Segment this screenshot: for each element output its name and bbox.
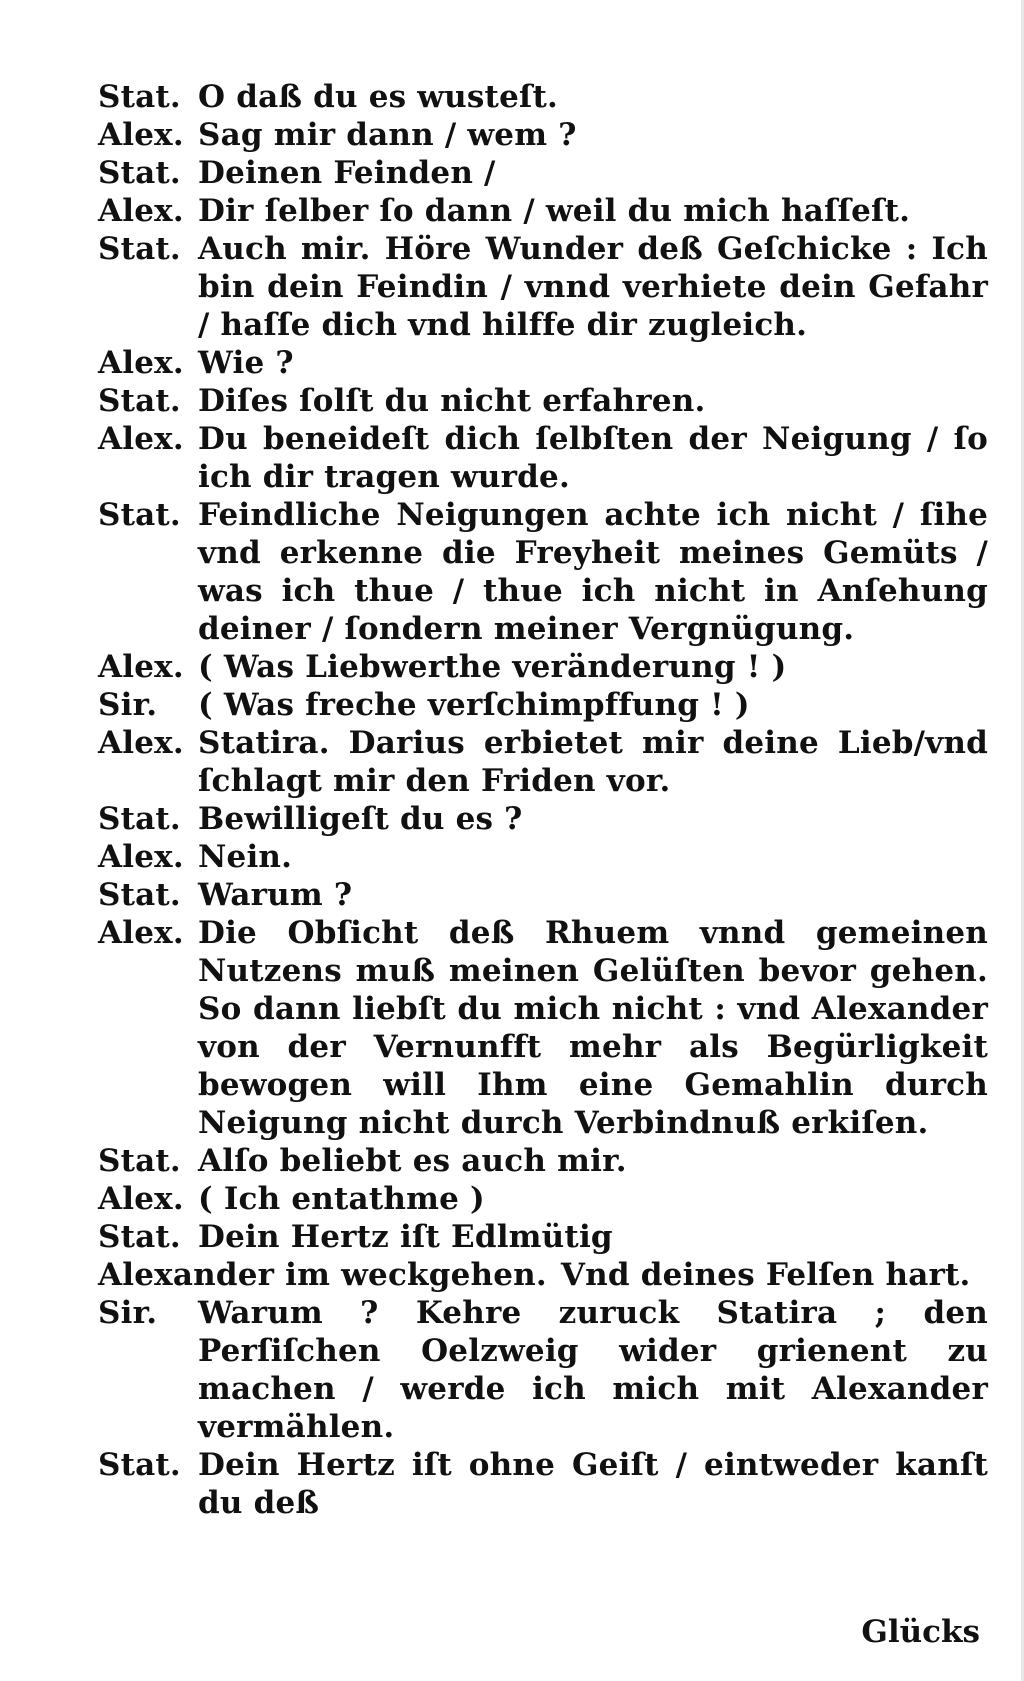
dialogue-line <box>98 838 988 876</box>
dialogue-line <box>98 192 988 230</box>
speaker-name: Sir. <box>98 687 158 723</box>
speaker-name: Stat. <box>98 155 181 191</box>
dialogue-line <box>98 1180 988 1218</box>
speaker-name: Alex. <box>98 915 184 951</box>
speech-text: Dein Hertz iſt Edlmütig <box>198 1219 613 1255</box>
dialogue-line <box>98 154 988 192</box>
speaker-name: Alex. <box>98 725 184 761</box>
speaker-name: Alex. <box>98 117 184 153</box>
speaker-name: Alex. <box>98 1181 184 1217</box>
speech-text: Statira. Darius erbietet mir deine Lieb/vnd ſchlagt mir den Friden vor. <box>198 725 988 799</box>
dialogue-line <box>98 1294 988 1446</box>
dialogue-line <box>98 78 988 116</box>
dialogue-line <box>98 800 988 838</box>
dialogue-line <box>98 1142 988 1180</box>
speaker-name: Alex. <box>98 421 184 457</box>
speech-text: ( Was freche verſchimpffung ! ) <box>198 687 750 723</box>
speech-text: Alſo beliebt es auch mir. <box>198 1143 627 1179</box>
speech-text: Bewilligeſt du es ? <box>198 801 523 837</box>
speech-text: ( Ich entathme ) <box>198 1181 485 1217</box>
speech-text: Warum ? <box>198 877 353 913</box>
speaker-name: Stat. <box>98 801 181 837</box>
speech-text: Dein Hertz iſt ohne Geiſt / eintweder kanſt du deß <box>198 1447 988 1521</box>
speech-text: Die Obſicht deß Rhuem vnnd gemeinen Nutzens muß meinen Gelüſten bevor gehen. So dann liebſt du mich nicht : vnd Alexander von der Vernunfft mehr als Begürligkeit bewogen will Ihm eine Gemahlin durch Neigung nicht durch Verbindnuß erkiſen. <box>198 915 988 1141</box>
dialogue-line <box>98 648 988 686</box>
speech-text: ( Was Liebwerthe veränderung ! ) <box>198 649 787 685</box>
speech-text: Auch mir. Höre Wunder deß Geſchicke : Ich bin dein Feindin / vnnd verhiete dein Gefahr / haſſe dich vnd hilffe dir zugleich. <box>198 231 988 343</box>
dialogue-line <box>98 1256 988 1294</box>
speech-text: Nein. <box>198 839 293 875</box>
speech-text: Feindliche Neigungen achte ich nicht / ſihe vnd erkenne die Freyheit meines Gemüts / was ich thue / thue ich nicht in Anſehung deiner / ſondern meiner Vergnügung. <box>198 497 988 647</box>
dialogue-line <box>98 496 988 648</box>
speech-text: Dir ſelber ſo dann / weil du mich haſſeſt. <box>198 193 911 229</box>
speaker-name: Stat. <box>98 383 181 419</box>
speaker-name: Alex. <box>98 839 184 875</box>
dialogue-line <box>98 420 988 496</box>
speaker-name: Stat. <box>98 1143 181 1179</box>
speech-text: Sag mir dann / wem ? <box>198 117 577 153</box>
speaker-name: Stat. <box>98 1447 181 1483</box>
speech-text: Warum ? Kehre zuruck Statira ; den Perſiſchen Oelzweig wider grienent zu machen / werde ich mich mit Alexander vermählen. <box>198 1295 988 1445</box>
speaker-name: Stat. <box>98 877 181 913</box>
dialogue-line <box>98 876 988 914</box>
speech-text: Du beneideſt dich ſelbſten der Neigung / ſo ich dir tragen wurde. <box>198 421 988 495</box>
speech-text: Vnd deines Felſen hart. <box>560 1257 971 1293</box>
speaker-name: Sir. <box>98 1295 158 1331</box>
dialogue-line <box>98 116 988 154</box>
dialogue-line <box>98 724 988 800</box>
dialogue-line <box>98 1446 988 1522</box>
catchword: Glücks <box>861 1614 980 1650</box>
speaker-name: Stat. <box>98 497 181 533</box>
speech-text: Deinen Feinden / <box>198 155 496 191</box>
dialogue-line <box>98 382 988 420</box>
dialogue-text <box>98 78 988 1522</box>
speaker-name: Stat. <box>98 79 181 115</box>
speaker-name: Stat. <box>98 231 181 267</box>
dialogue-line <box>98 914 988 1142</box>
speaker-name: Alex. <box>98 649 184 685</box>
dialogue-line <box>98 686 988 724</box>
speaker-name: Alexander im weckgehen. <box>98 1257 547 1293</box>
speech-text: Wie ? <box>198 345 294 381</box>
speaker-name: Alex. <box>98 345 184 381</box>
dialogue-line <box>98 230 988 344</box>
speech-text: Diſes ſolſt du nicht erfahren. <box>198 383 706 419</box>
speaker-name: Alex. <box>98 193 184 229</box>
speaker-name: Stat. <box>98 1219 181 1255</box>
dialogue-line <box>98 344 988 382</box>
speech-text: O daß du es wusteſt. <box>198 79 559 115</box>
dialogue-line <box>98 1218 988 1256</box>
